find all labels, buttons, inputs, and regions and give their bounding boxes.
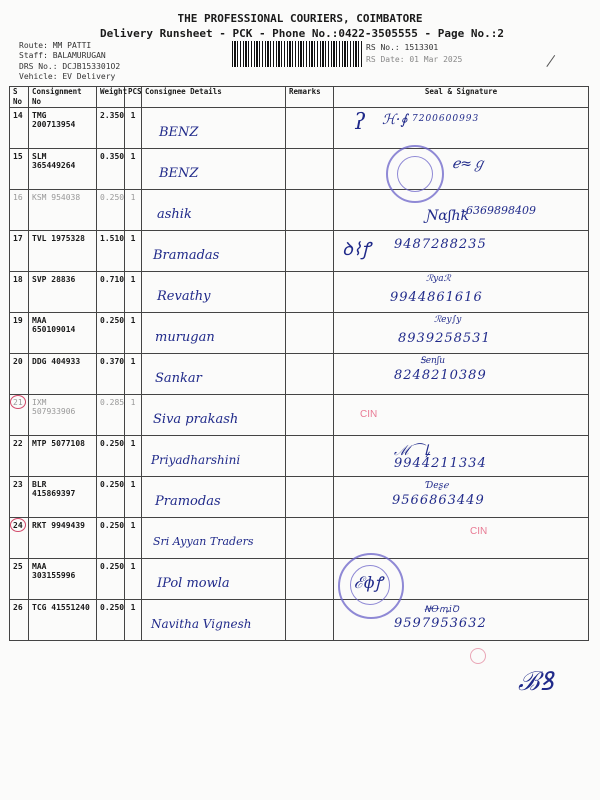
row-remarks (286, 190, 334, 231)
handwritten-phone: 8939258531 (398, 331, 491, 346)
row-consignee: Bramadas (153, 248, 220, 263)
row-pcs: 1 (130, 562, 136, 571)
signature-mark: ℛyaℛ (426, 274, 451, 284)
table-row (10, 313, 589, 354)
table-row (10, 354, 589, 395)
row-sno: 26 (13, 603, 23, 612)
row-signature (334, 149, 589, 190)
row-sno: 18 (13, 275, 23, 284)
row-consignment: TCG 41551240 (32, 603, 90, 612)
row-pcs: 1 (130, 357, 136, 366)
row-pcs: 1 (130, 603, 136, 612)
row-sno: 25 (13, 562, 23, 571)
header-signature: Seal & Signature (334, 87, 589, 108)
row-consignment: SLM 365449264 (32, 152, 76, 170)
staff-label: Staff: BALAMURUGAN (19, 51, 106, 60)
table-row (10, 108, 589, 149)
row-pcs: 1 (130, 521, 136, 530)
row-consignee: ashik (157, 207, 192, 222)
rs-number: RS No.: 1513301 (366, 43, 439, 52)
row-pcs: 1 (130, 439, 136, 448)
row-remarks (286, 272, 334, 313)
rs-date: RS Date: 01 Mar 2025 (366, 55, 463, 64)
handwritten-phone: 7200600993 (412, 114, 480, 124)
row-weight: 0.285 (100, 398, 125, 407)
cin-mark: CIN (360, 409, 378, 420)
row-pcs: 1 (130, 152, 136, 161)
header-consignee: Consignee Details (142, 87, 286, 108)
row-sno: 24 (13, 521, 23, 530)
row-signature (334, 231, 589, 272)
row-consignment: IXM 507933906 (32, 398, 76, 416)
row-consignee: Pramodas (155, 494, 221, 509)
signature-mark: ℳ⌒ꝲ (394, 443, 431, 459)
pen-mark (546, 55, 566, 75)
signature-mark: ꝺ⌇ꝭ (342, 239, 371, 260)
table-row (10, 559, 589, 600)
row-signature (334, 313, 589, 354)
row-remarks (286, 395, 334, 436)
row-pcs: 1 (130, 234, 136, 243)
row-sno: 20 (13, 357, 23, 366)
handwritten-phone: 8248210389 (394, 368, 487, 383)
pink-circle-mark (470, 648, 486, 664)
row-remarks (286, 436, 334, 477)
barcode (232, 41, 362, 67)
header-remarks: Remarks (286, 87, 334, 108)
signature-mark: ℋ·∮ (382, 112, 408, 128)
row-consignment: TVL 1975328 (32, 234, 85, 243)
row-consignee: murugan (155, 330, 215, 345)
handwritten-phone: 6369898409 (466, 204, 536, 217)
route-label: Route: MM PATTI (19, 41, 92, 50)
row-pcs: 1 (130, 275, 136, 284)
row-remarks (286, 518, 334, 559)
row-signature (334, 436, 589, 477)
signature-mark: ℰɸꝭ (354, 573, 383, 592)
row-weight: 0.250 (100, 521, 125, 530)
row-consignee: BENZ (159, 166, 199, 181)
row-consignee: Siva prakash (153, 412, 239, 427)
row-signature (334, 395, 589, 436)
row-consignment: KSM 954038 (32, 193, 81, 202)
header-consignment: Consignment No (29, 87, 97, 108)
row-weight: 1.510 (100, 234, 125, 243)
row-sno: 19 (13, 316, 23, 325)
row-weight: 0.250 (100, 439, 125, 448)
row-consignment: SVP 28836 (32, 275, 76, 284)
row-remarks (286, 477, 334, 518)
circle-mark (10, 518, 26, 532)
row-consignee: Sri Ayyan Traders (153, 535, 254, 548)
row-weight: 0.350 (100, 152, 125, 161)
row-sno: 16 (13, 193, 23, 202)
signature-mark: ℯ≈ℊ (452, 156, 487, 172)
row-remarks (286, 149, 334, 190)
runsheet-subtitle: Delivery Runsheet - PCK - Phone No.:0422-3505555 - Page No.:2 (100, 27, 504, 40)
row-consignee: Navitha Vignesh (151, 617, 252, 631)
signature-mark: ℛey∫y (434, 315, 462, 325)
handwritten-phone: 9597953632 (394, 616, 487, 631)
header-sno: S No (10, 87, 29, 108)
row-sno: 15 (13, 152, 23, 161)
row-pcs: 1 (130, 316, 136, 325)
runsheet-table (9, 86, 589, 641)
row-signature (334, 600, 589, 641)
row-remarks (286, 231, 334, 272)
cin-mark: CIN (470, 526, 488, 537)
drs-number: DRS No.: DCJB153301O2 (19, 62, 121, 71)
row-consignment: TMG 200713954 (32, 111, 76, 129)
row-sno: 23 (13, 480, 23, 489)
table-row (10, 231, 589, 272)
row-signature (334, 559, 589, 600)
row-consignee: BENZ (159, 125, 199, 140)
row-pcs: 1 (130, 480, 136, 489)
signature-mark: Ɲɑʃhꝁ (426, 208, 470, 224)
row-sno: 21 (13, 398, 23, 407)
table-header-row (10, 87, 589, 108)
row-remarks (286, 354, 334, 395)
row-signature (334, 190, 589, 231)
row-consignee: IPol mowla (157, 576, 230, 591)
bottom-signature: ℬꝸ (518, 667, 554, 697)
row-weight: 2.350 (100, 111, 125, 120)
vehicle-label: Vehicle: EV Delivery (19, 72, 116, 81)
row-remarks (286, 313, 334, 354)
row-remarks (286, 108, 334, 149)
row-weight: 0.370 (100, 357, 125, 366)
table-row (10, 600, 589, 641)
row-sno: 17 (13, 234, 23, 243)
row-pcs: 1 (130, 111, 136, 120)
table-row (10, 436, 589, 477)
signature-mark: ʔ (354, 110, 366, 135)
row-consignment: RKT 9949439 (32, 521, 85, 530)
table-row (10, 272, 589, 313)
row-weight: 0.710 (100, 275, 125, 284)
handwritten-phone: 9566863449 (392, 493, 485, 508)
row-signature (334, 108, 589, 149)
row-consignment: MAA 650109014 (32, 316, 76, 334)
row-consignment: MAA 303155996 (32, 562, 76, 580)
table-row (10, 518, 589, 559)
row-consignee: Priyadharshini (151, 453, 241, 467)
company-title: THE PROFESSIONAL COURIERS, COIMBATORE (177, 12, 423, 25)
header-weight: Weight (97, 87, 125, 108)
row-consignment: MTP 5077108 (32, 439, 85, 448)
row-consignee: Sankar (155, 371, 202, 386)
row-pcs: 1 (130, 398, 136, 407)
circle-mark (10, 395, 26, 409)
row-signature (334, 477, 589, 518)
row-pcs: 1 (130, 193, 136, 202)
row-consignment: DDG 404933 (32, 357, 81, 366)
table-row (10, 395, 589, 436)
table-row (10, 477, 589, 518)
table-row (10, 190, 589, 231)
table-row (10, 149, 589, 190)
row-consignee: Revathy (157, 289, 211, 304)
signature-mark: Ɗeʂℯ (426, 481, 449, 491)
handwritten-phone: 9944861616 (390, 290, 483, 305)
row-remarks (286, 600, 334, 641)
row-sno: 14 (13, 111, 23, 120)
handwritten-phone: 9487288235 (394, 237, 487, 252)
row-signature (334, 354, 589, 395)
row-weight: 0.250 (100, 603, 125, 612)
header-pcs: PCS (125, 87, 142, 108)
row-sno: 22 (13, 439, 23, 448)
row-consignment: BLR 415869397 (32, 480, 76, 498)
signature-mark: ꞤꝊꝳiꝹ (424, 605, 459, 615)
row-remarks (286, 559, 334, 600)
row-weight: 0.250 (100, 480, 125, 489)
signature-mark: Ꭶenʃu (420, 356, 446, 366)
row-weight: 0.250 (100, 193, 125, 202)
row-weight: 0.250 (100, 316, 125, 325)
row-signature (334, 272, 589, 313)
row-weight: 0.250 (100, 562, 125, 571)
handwritten-phone: 9944211334 (394, 456, 487, 471)
